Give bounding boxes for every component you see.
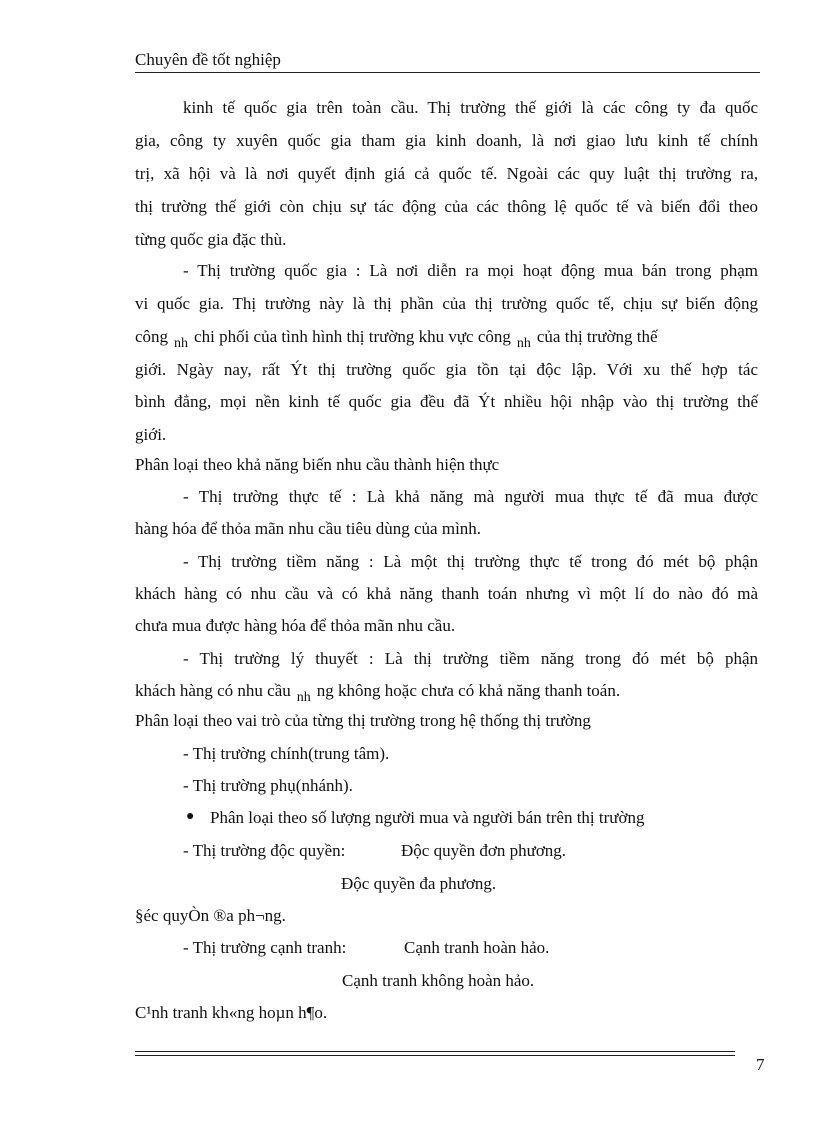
text-fragment: khách hàng có nhu cầu	[135, 681, 291, 700]
text-fragment: chi phối của tình hình thị trường khu vực công	[194, 327, 511, 346]
subscript-fragment: nh	[516, 336, 531, 351]
list-item-value: Cạnh tranh không hoàn hảo.	[342, 971, 535, 990]
text-line: giới.	[135, 425, 167, 444]
bullet-icon: ●	[186, 809, 195, 824]
text-line: hàng hóa để thỏa mãn nhu cầu tiêu dùng của mình.	[135, 519, 482, 538]
text-line: từng quốc gia đặc thù.	[135, 230, 287, 249]
list-item: - Thị trường chính(trung tâm).	[183, 744, 390, 763]
list-item-value: Độc quyền đa phương.	[341, 874, 497, 893]
text-line: - Thị trường lý thuyết : Là thị trường tiềm năng trong đó mét bộ phận	[183, 649, 758, 668]
text-line: giới. Ngày nay, rất Ýt thị trường quốc gia tồn tại độc lập. Với xu thế hợp tác	[135, 360, 758, 379]
garbled-text: C¹nh tranh kh«ng hoµn h¶o.	[135, 1003, 328, 1022]
text-line: gia, công ty xuyên quốc gia tham gia kinh doanh, là nơi giao lưu kinh tế chính	[135, 131, 758, 150]
list-item: - Thị trường phụ(nhánh).	[183, 776, 353, 795]
text-line: - Thị trường quốc gia : Là nơi diễn ra mọi hoạt động mua bán trong phạm	[183, 261, 758, 280]
list-item-label: - Thị trường cạnh tranh:	[183, 938, 347, 957]
text-line: chưa mua được hàng hóa để thỏa mãn nhu cầu.	[135, 616, 456, 635]
text-line: - Thị trường thực tế : Là khả năng mà người mua thực tế đã mua được	[183, 487, 758, 506]
text-line: trị, xã hội và là nơi quyết định giá cả quốc tế. Ngoài các quy luật thị trường ra,	[135, 164, 758, 183]
text-line: vi quốc gia. Thị trường này là thị phần của thị trường quốc tế, chịu sự biến động	[135, 294, 758, 313]
text-line: khách hàng có nhu cầu và có khả năng thanh toán nhưng vì một lí do nào đó mà	[135, 584, 758, 603]
list-item-value: Cạnh tranh hoàn hảo.	[404, 938, 550, 957]
section-heading: Phân loại theo khả năng biến nhu cầu thành hiện thực	[135, 455, 500, 474]
text-fragment: ng không hoặc chưa có khả năng thanh toán.	[316, 681, 621, 700]
text-line	[135, 326, 658, 350]
text-fragment: của thị trường thế	[536, 327, 658, 346]
bullet-heading: Phân loại theo số lượng người mua và người bán trên thị trường	[210, 808, 645, 827]
section-heading: Phân loại theo vai trò của từng thị trường trong hệ thống thị trường	[135, 711, 591, 730]
list-item-label: - Thị trường độc quyền:	[183, 841, 346, 860]
list-item-value: Độc quyền đơn phương.	[401, 841, 567, 860]
text-line: bình đẳng, mọi nền kinh tế quốc gia đều đã Ýt nhiều hội nhập vào thị trường thế	[135, 392, 758, 411]
text-line: thị trường thế giới còn chịu sự tác động của các thông lệ quốc tế và biến đổi theo	[135, 197, 758, 216]
text-line: kinh tế quốc gia trên toàn cầu. Thị trường thế giới là các công ty đa quốc	[183, 98, 758, 117]
footer-divider	[135, 1055, 735, 1056]
text-line	[135, 680, 620, 704]
subscript-fragment: nh	[296, 690, 311, 705]
garbled-text: §éc quyÒn ®a ph¬ng.	[135, 906, 286, 925]
page-number: 7	[756, 1055, 765, 1074]
subscript-fragment: nh	[174, 336, 189, 351]
text-line: - Thị trường tiềm năng : Là một thị trường thực tế trong đó mét bộ phận	[183, 552, 758, 571]
text-fragment: công	[135, 327, 169, 346]
header-divider	[135, 72, 760, 73]
footer-divider	[135, 1051, 735, 1052]
page-header-title: Chuyên đề tốt nghiệp	[135, 50, 281, 69]
